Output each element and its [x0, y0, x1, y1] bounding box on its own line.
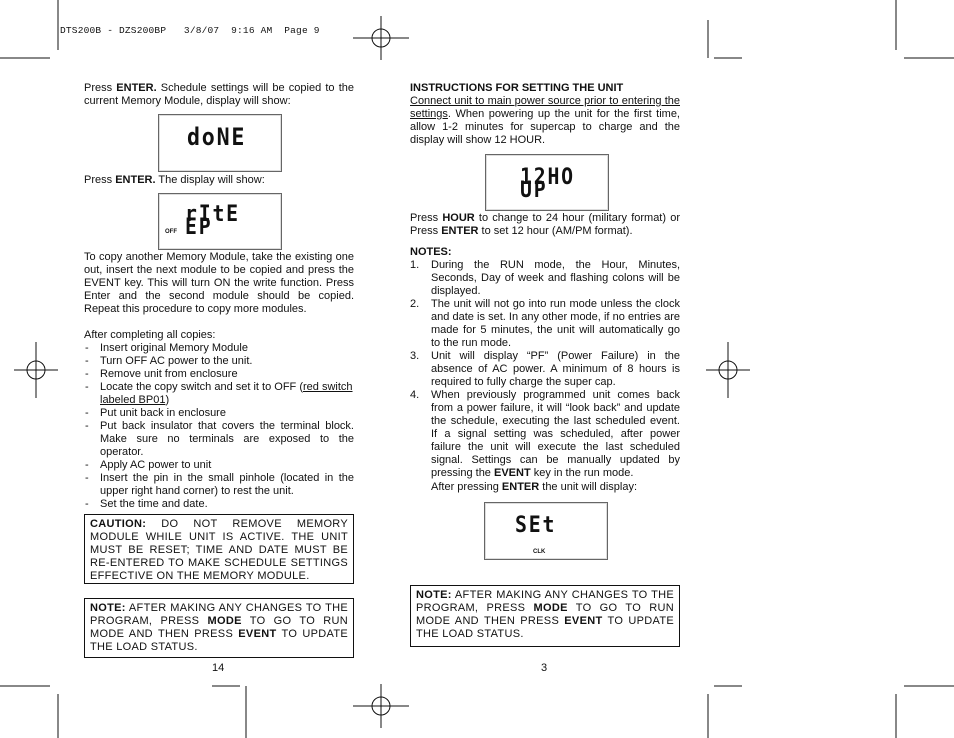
after-enter-text: After pressing ENTER the unit will display: [431, 481, 638, 493]
list-item: - Set the time and date. [84, 498, 354, 511]
list-item: - Put back insulator that covers the terminal block. Make sure no terminals are exposed to the operator. [84, 420, 354, 459]
page-number-right: 3 [541, 662, 548, 674]
after-copies-section [84, 329, 354, 511]
left-paragraph-1: Press ENTER. Schedule settings will be copied to the current Memory Module, display will show: [84, 82, 354, 107]
lcd-text: 12HO UP [520, 165, 575, 203]
steps-list [84, 342, 354, 511]
list-item: - Apply AC power to unit [84, 459, 354, 472]
list-item: 2. The unit will not go into run mode unless the clock and date is set. In any other mode, if no entries are made for 5 minutes, the unit will automatically go to the run mode. [410, 298, 680, 349]
lcd-off-indicator: OFF [165, 229, 177, 235]
list-item: - Insert the pin in the small pinhole (located in the upper right hand corner) to rest the unit. [84, 472, 354, 498]
print-header: DTS200B - DZS200BP 3/8/07 9:16 AM Page 9 [60, 25, 320, 36]
list-item: - Remove unit from enclosure [84, 368, 354, 381]
right-section-title: INSTRUCTIONS FOR SETTING THE UNIT [410, 82, 624, 94]
lcd-display-12hour [485, 154, 609, 211]
right-intro: Connect unit to main power source prior to entering the settings. When powering up the unit for the first time, allow 1-2 minutes for supercap to charge and the display will show 12 HOUR. [410, 95, 680, 146]
lcd-clk-indicator: CLK [533, 549, 546, 555]
lcd-display-write [158, 193, 282, 250]
list-item: 1. During the RUN mode, the Hour, Minutes, Seconds, Day of week and flashing colons will be displayed. [410, 259, 680, 297]
list-item: 4. When previously programmed unit comes back from a power failure, it will “look back” and update the schedule, executing the last scheduled event. If a signal setting was scheduled, after power failure the unit will execute the last scheduled signal. Settings can be manually updated by pressing the EVENT key in the run mode. [410, 389, 680, 479]
notes-section [410, 246, 680, 480]
notes-list [410, 259, 680, 480]
list-item: - Put unit back in enclosure [84, 407, 354, 420]
lcd-text: doNE [187, 123, 247, 151]
note-box-left: NOTE: AFTER MAKING ANY CHANGES TO THE PROGRAM, PRESS MODE TO GO TO RUN MODE AND THEN PRESS EVENT TO UPDATE THE LOAD STATUS. [84, 598, 354, 658]
lcd-display-done [158, 114, 282, 172]
lcd-display-set-clock [484, 502, 608, 560]
notes-title: NOTES: [410, 246, 452, 258]
lcd-text: rItE EP [185, 202, 240, 240]
list-item: - Locate the copy switch and set it to OFF (red switch labeled BP01) [84, 381, 354, 407]
after-copies-title: After completing all copies: [84, 329, 216, 341]
left-paragraph-2: Press ENTER. The display will show: [84, 174, 265, 186]
page-number-left: 14 [212, 662, 225, 674]
lcd-text: SEt [515, 513, 557, 538]
list-item: 3. Unit will display “PF” (Power Failure) in the absence of AC power. A minimum of 8 hours is required to fully charge the super cap. [410, 350, 680, 388]
note-box-right: NOTE: AFTER MAKING ANY CHANGES TO THE PROGRAM, PRESS MODE TO GO TO RUN MODE AND THEN PRESS EVENT TO UPDATE THE LOAD STATUS. [410, 585, 680, 647]
left-paragraph-3: To copy another Memory Module, take the existing one out, insert the next module to be copied and press the EVENT key. This will turn ON the write function. Press Enter and the second module should be copied. Repeat this procedure to copy more modules. [84, 251, 354, 315]
caution-box: CAUTION: DO NOT REMOVE MEMORY MODULE WHILE UNIT IS ACTIVE. THE UNIT MUST BE RESET; TIME AND DATE MUST BE RE-ENTERED TO MAKE SCHEDULE SETTINGS EFFECTIVE ON THE MEMORY MODULE. [84, 514, 354, 584]
right-hour-paragraph: Press HOUR to change to 24 hour (military format) or Press ENTER to set 12 hour (AM/PM format). [410, 212, 680, 237]
list-item: - Turn OFF AC power to the unit. [84, 355, 354, 368]
list-item: - Insert original Memory Module [84, 342, 354, 355]
